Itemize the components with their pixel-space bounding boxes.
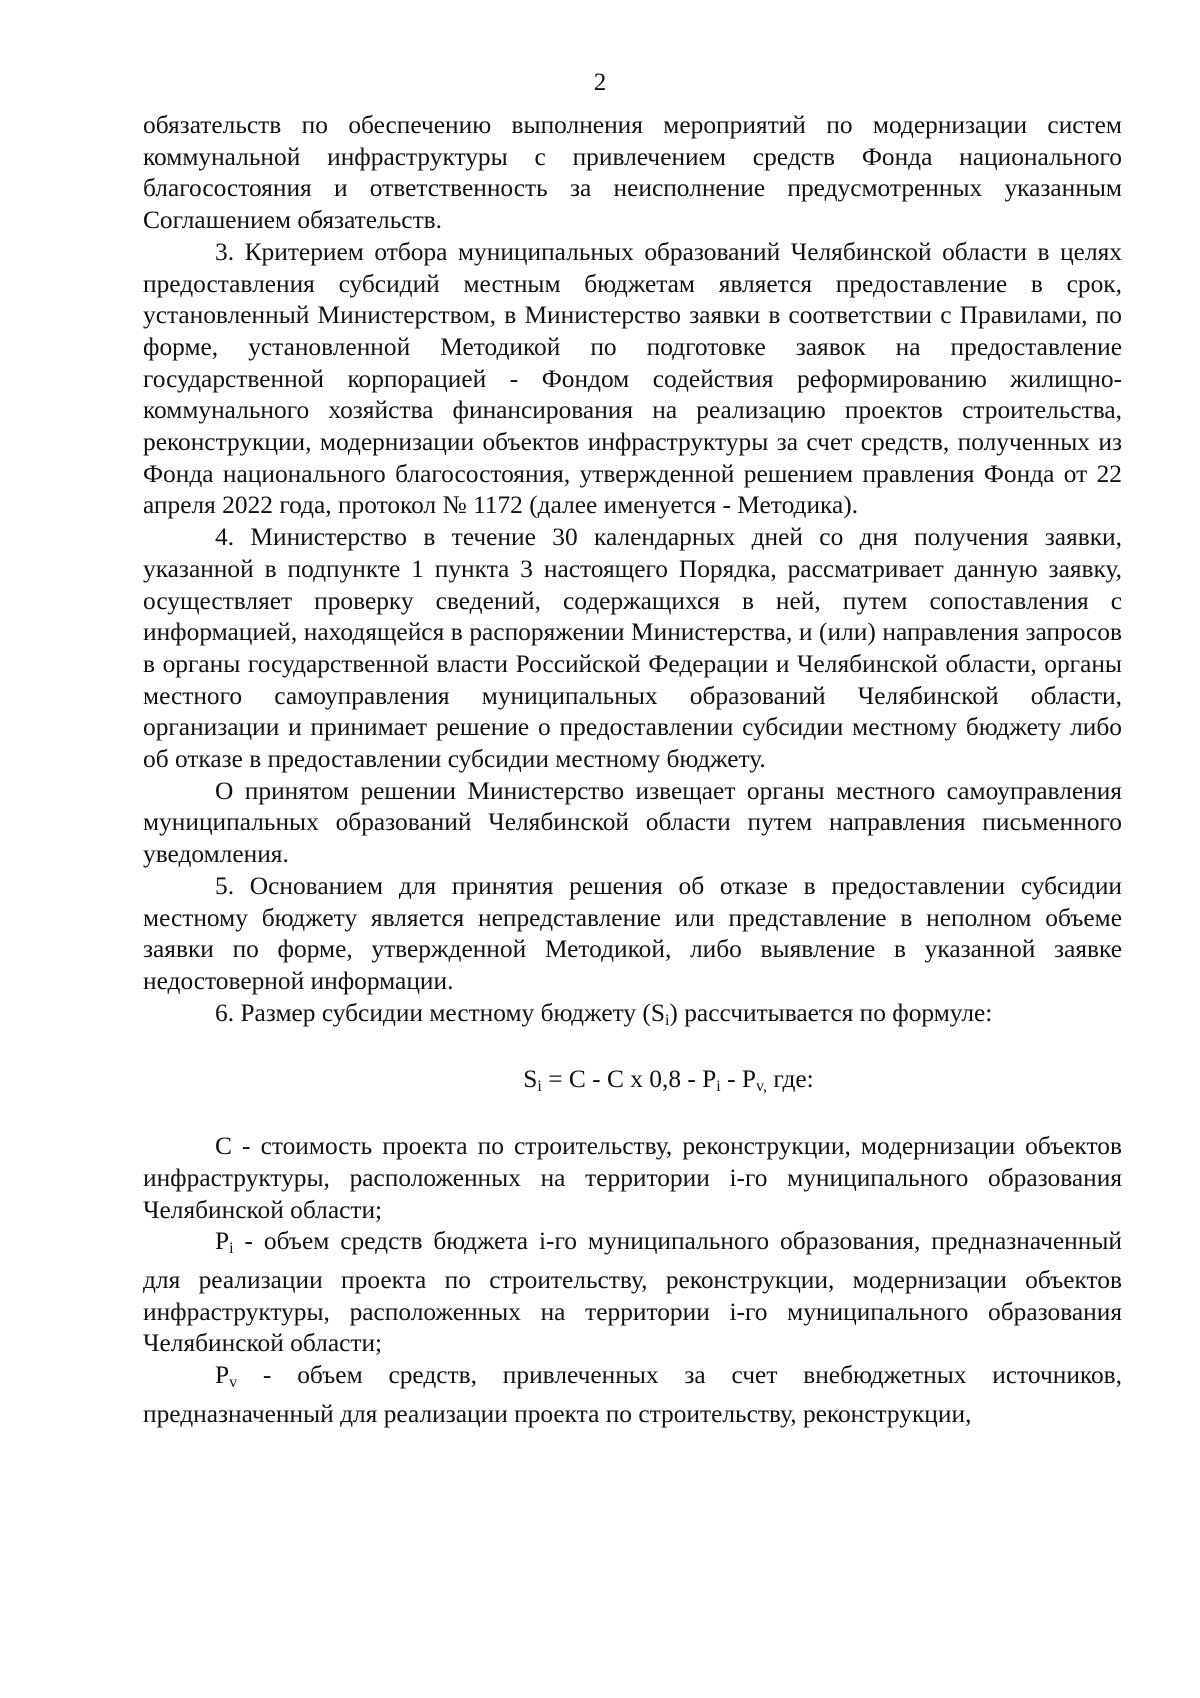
formula-s-subscript: i — [537, 1078, 542, 1096]
definition-pi — [143, 1226, 1122, 1360]
paragraph-3: 3. Критерием отбора муниципальных образований Челябинской области в целях предоставления субсидий местным бюджетам является предоставление в срок, установленный Министерством, в Министерство заявки в соответствии с Правилами, по форме, установленной Методикой по подготовке заявок на предоставление государственной корпорацией - Фондом содействия реформированию жилищно-коммунального хозяйства финансирования на реализацию проектов строительства, реконструкции, модернизации объектов инфраструктуры за счет средств, полученных из Фонда национального благосостояния, утвержденной решением правления Фонда от 22 апреля 2022 года, протокол № 1172 (далее именуется - Методика). — [143, 237, 1122, 520]
document-body — [143, 110, 1122, 1430]
definition-pv-subscript: v — [229, 1374, 238, 1392]
formula-dash: - P — [720, 1065, 757, 1094]
definition-pv — [143, 1360, 1122, 1430]
definition-pv-text: - объем средств, привлеченных за счет внебюджетных источников, предназначенный для реализации проекта по строительству, реконструкции, — [143, 1361, 1122, 1428]
definition-pi-text: - объем средств бюджета i-го муниципального образования, предназначенный для реализации проекта по строительству, реконструкции, модернизации объектов инфраструктуры, расположенных на территории i-го муниципального образования Челябинской области; — [143, 1227, 1122, 1358]
formula-pi-subscript: i — [716, 1078, 721, 1096]
paragraph-6-text-end: ) рассчитывается по формуле: — [669, 998, 993, 1027]
definition-c: C - стоимость проекта по строительству, реконструкции, модернизации объектов инфраструктуры, расположенных на территории i-го муниципального образования Челябинской области; — [143, 1132, 1122, 1224]
paragraph-6 — [143, 998, 1122, 1037]
definition-pi-subscript: i — [229, 1240, 234, 1258]
paragraph-continuation: обязательств по обеспечению выполнения мероприятий по модернизации систем коммунальной инфраструктуры с привлечением средств Фонда национального благосостояния и ответственность за неисполнение предусмотренных указанным Соглашением обязательств. — [143, 111, 1122, 235]
subscript-i: i — [664, 1011, 670, 1029]
paragraph-4-notice: О принятом решении Министерство извещает органы местного самоуправления муниципальных образований Челябинской области путем направления письменного уведомления. — [143, 776, 1122, 869]
definition-pv-symbol: P — [215, 1361, 230, 1390]
formula-middle: = C - C x 0,8 - P — [541, 1065, 717, 1094]
formula-tail: где: — [766, 1065, 814, 1094]
paragraph-6-text: 6. Размер субсидии местному бюджету (S — [215, 998, 665, 1027]
subsidy-formula — [215, 1064, 1122, 1103]
formula-s: S — [523, 1065, 538, 1094]
page-number: 2 — [593, 69, 607, 96]
paragraph-4: 4. Министерство в течение 30 календарных дней со дня получения заявки, указанной в подпункте 1 пункта 3 настоящего Порядка, рассматривает данную заявку, осуществляет проверку сведений, содержащихся в ней, путем сопоставления с информацией, находящейся в распоряжении Министерства, и (или) направления запросов в органы государственной власти Российской Федерации и Челябинской области, органы местного самоуправления муниципальных образований Челябинской области, организации и принимает решение о предоставлении субсидии местному бюджету либо об отказе в предоставлении субсидии местному бюджету. — [143, 523, 1122, 774]
formula-pv-subscript: v, — [756, 1078, 767, 1096]
definition-pi-symbol: P — [215, 1227, 230, 1256]
paragraph-5: 5. Основанием для принятия решения об отказе в предоставлении субсидии местному бюджету является непредставление или представление в неполном объеме заявки по форме, утвержденной Методикой, либо выявление в указанной заявке недостоверной информации. — [143, 871, 1122, 995]
